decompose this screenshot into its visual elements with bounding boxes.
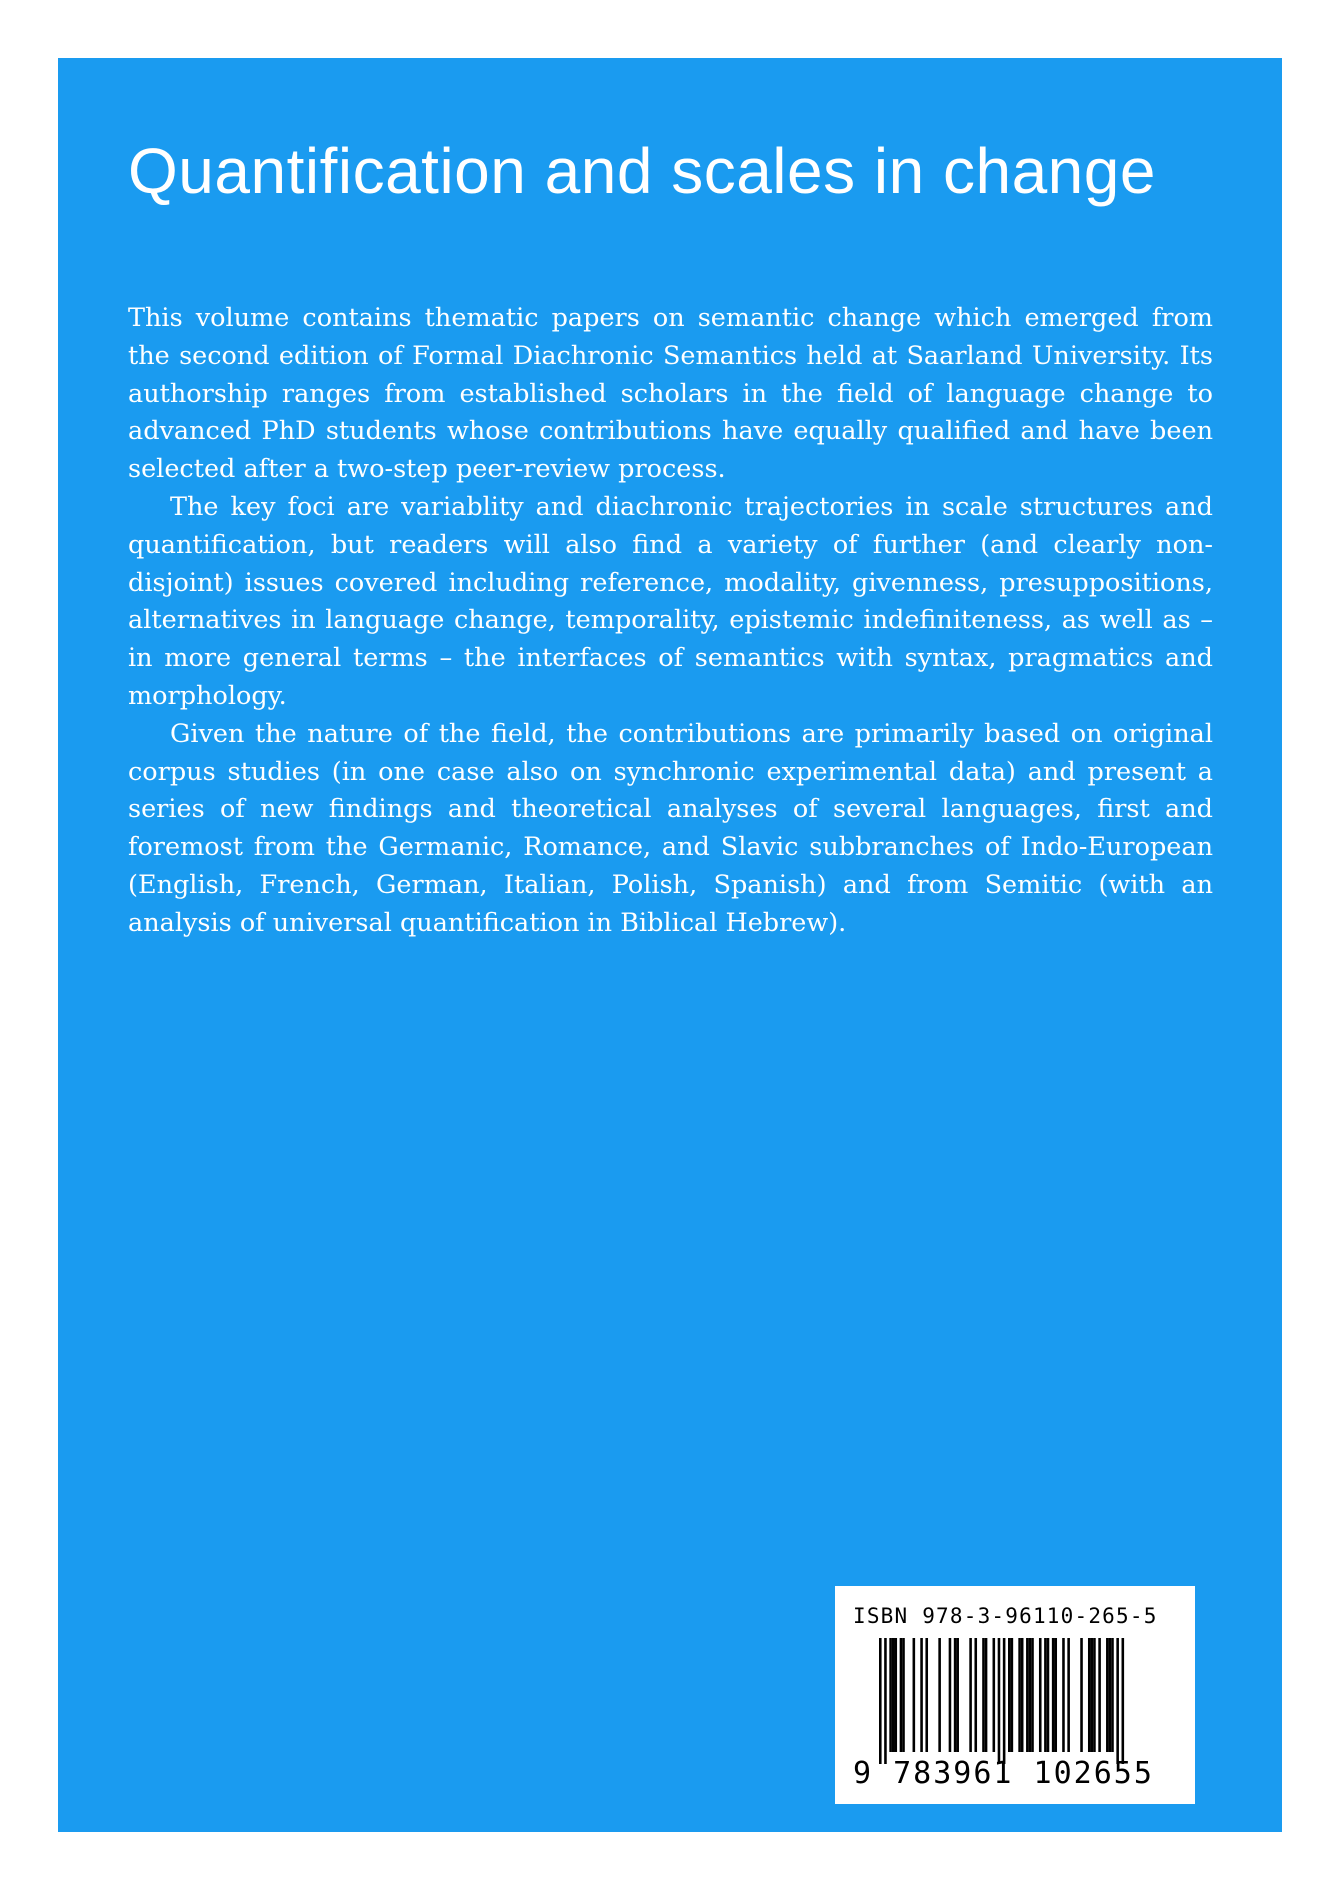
barcode-bar xyxy=(1091,1638,1094,1752)
barcode-bar xyxy=(1098,1638,1101,1752)
barcode-bar xyxy=(982,1638,985,1752)
barcode-bar xyxy=(1026,1638,1029,1752)
barcode-bar xyxy=(1039,1638,1042,1752)
barcode-bar xyxy=(1044,1638,1047,1752)
blurb-text xyxy=(128,300,1213,943)
barcode-bar xyxy=(920,1638,923,1752)
barcode-bar xyxy=(892,1638,895,1752)
barcode-bar xyxy=(993,1638,996,1752)
barcode-bar xyxy=(1116,1638,1119,1764)
book-back-cover xyxy=(58,58,1282,1832)
barcode-bar xyxy=(1011,1638,1014,1752)
barcode-bar xyxy=(1029,1638,1032,1752)
barcode-bar xyxy=(998,1638,1001,1764)
barcode-bar xyxy=(969,1638,972,1752)
barcode-bar xyxy=(985,1638,988,1752)
barcode-bar xyxy=(1111,1638,1114,1752)
isbn-barcode-box xyxy=(835,1586,1195,1804)
barcode-bar xyxy=(1067,1638,1070,1752)
barcode-bar xyxy=(925,1638,928,1752)
barcode-bar xyxy=(1054,1638,1057,1752)
barcode-bar xyxy=(1062,1638,1065,1752)
barcode-icon xyxy=(879,1638,1155,1764)
barcode-bar xyxy=(913,1638,916,1752)
barcode-bar xyxy=(894,1638,897,1752)
barcode-bar xyxy=(1122,1638,1125,1764)
barcode-bar xyxy=(1021,1638,1024,1752)
barcode-digits: 9 783961 102655 xyxy=(853,1756,1154,1791)
blurb-paragraph-3: Given the nature of the field, the contributions are primarily based on original corpus studies (in one case also on synchronic experimental data) and present a series of new findings and theoretical analyses of several languages, first and foremost from the Germanic, Romance, and Slavic subbranches of Indo-European (English, French, German, Italian, Polish, Spanish) and from Semitic (with an analysis of universal quantification in Biblical Hebrew). xyxy=(128,718,1213,938)
barcode-bar xyxy=(1109,1638,1112,1752)
isbn-label: ISBN 978-3-96110-265-5 xyxy=(853,1604,1158,1628)
barcode-bar xyxy=(1093,1638,1096,1752)
barcode-bar xyxy=(1080,1638,1083,1752)
barcode-bar xyxy=(956,1638,959,1752)
barcode-bar xyxy=(974,1638,977,1752)
barcode-bar xyxy=(1052,1638,1055,1752)
barcode-bar xyxy=(1003,1638,1006,1764)
barcode-bar xyxy=(954,1638,957,1752)
barcode-bar xyxy=(1018,1638,1021,1752)
barcode-bar xyxy=(884,1638,887,1764)
barcode-bar xyxy=(889,1638,892,1752)
barcode-bar xyxy=(1031,1638,1034,1752)
blurb-paragraph-2: The key foci are variablity and diachronic trajectories in scale structures and quantification, but readers will also find a variety of further (and clearly non-disjoint) issues covered including reference, modality, givenness, presuppositions, alternatives in language change, temporality, epistemic indefiniteness, as well as – in more general terms – the interfaces of semantics with syntax, pragmatics and morphology. xyxy=(128,491,1213,711)
barcode-bar xyxy=(1106,1638,1109,1752)
barcode-bar xyxy=(938,1638,941,1752)
book-title: Quantification and scales in change xyxy=(128,135,1156,207)
barcode-bar xyxy=(949,1638,952,1752)
barcode-bar xyxy=(902,1638,905,1752)
barcode-bar xyxy=(1008,1638,1011,1752)
barcode-bar xyxy=(1047,1638,1050,1752)
barcode-bar xyxy=(1088,1638,1091,1752)
barcode-bar xyxy=(900,1638,903,1752)
blurb-paragraph-1: This volume contains thematic papers on semantic change which emerged from the second edition of Formal Diachronic Semantics held at Saarland University. Its authorship ranges from established scholars in the field of language change to advanced PhD students whose contributions have equally qualified and have been selected after a two-step peer-review process. xyxy=(128,303,1213,485)
barcode-bar xyxy=(879,1638,882,1764)
